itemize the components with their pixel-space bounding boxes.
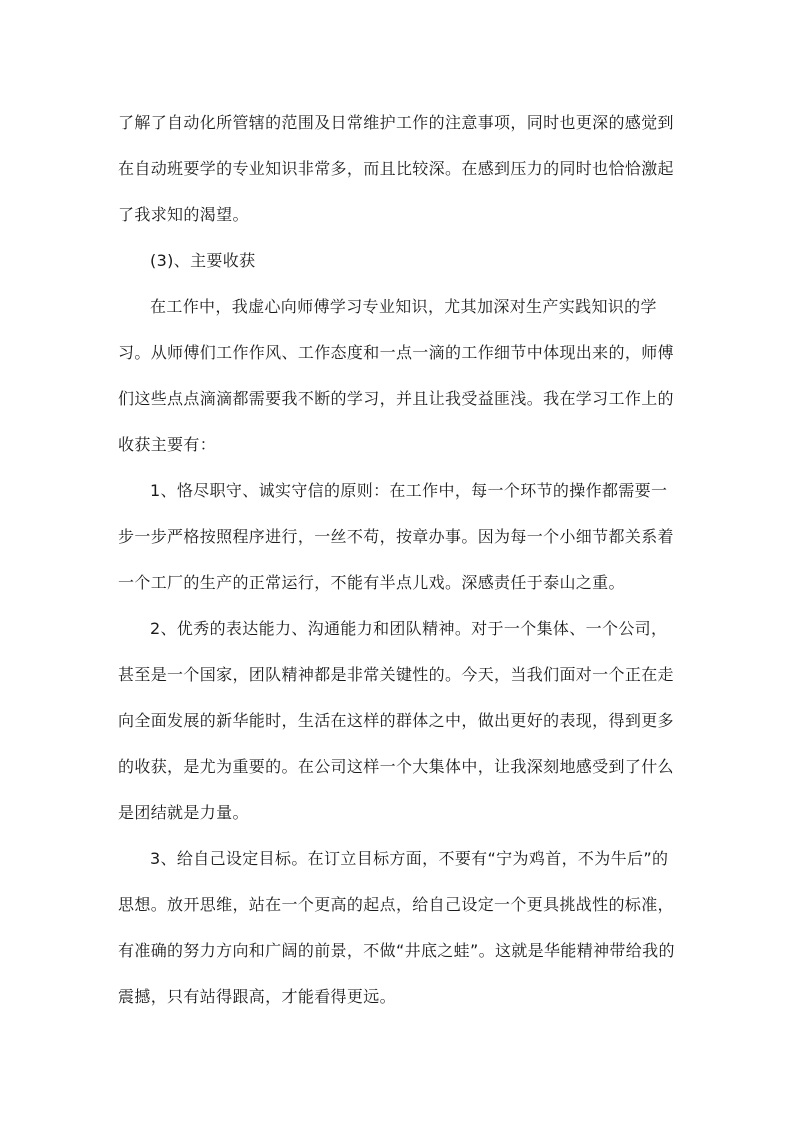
paragraph-point-1: 1、恪尽职守、诚实守信的原则：在工作中，每一个环节的操作都需要一步一步严格按照程序进行，一丝不苟，按章办事。因为每一个小细节都关系着一个工厂的生产的正常运行，不能有半点儿戏。深感责任于泰山之重。 <box>118 481 674 592</box>
paragraph-point-2: 2、优秀的表达能力、沟通能力和团队精神。对于一个集体、一个公司，甚至是一个国家，团队精神都是非常关键性的。今天，当我们面对一个正在走向全面发展的新华能时，生活在这样的群体之中，做出更好的表现，得到更多的收获，是尤为重要的。在公司这样一个大集体中，让我深刻地感受到了什么是团结就是力量。 <box>118 619 674 822</box>
paragraph-continuation: 了解了自动化所管辖的范围及日常维护工作的注意事项，同时也更深的感觉到在自动班要学的专业知识非常多，而且比较深。在感到压力的同时也恰恰激起了我求知的渴望。 <box>118 113 674 224</box>
section-heading-main-gains: (3)、主要收获 <box>150 251 256 270</box>
paragraph-point-3: 3、给自己设定目标。在订立目标方面，不要有“宁为鸡首，不为牛后”的思想。放开思维，站在一个更高的起点，给自己设定一个更具挑战性的标准，有准确的努力方向和广阔的前景，不做“井底之蛙”。这就是华能精神带给我的震撼，只有站得跟高，才能看得更远。 <box>118 849 675 1006</box>
paragraph-learning: 在工作中，我虚心向师傅学习专业知识，尤其加深对生产实践知识的学习。从师傅们工作作风、工作态度和一点一滴的工作细节中体现出来的，师傅们这些点点滴滴都需要我不断的学习，并且让我受益匪浅。我在学习工作上的收获主要有： <box>118 297 674 454</box>
document-body <box>118 100 676 1020</box>
